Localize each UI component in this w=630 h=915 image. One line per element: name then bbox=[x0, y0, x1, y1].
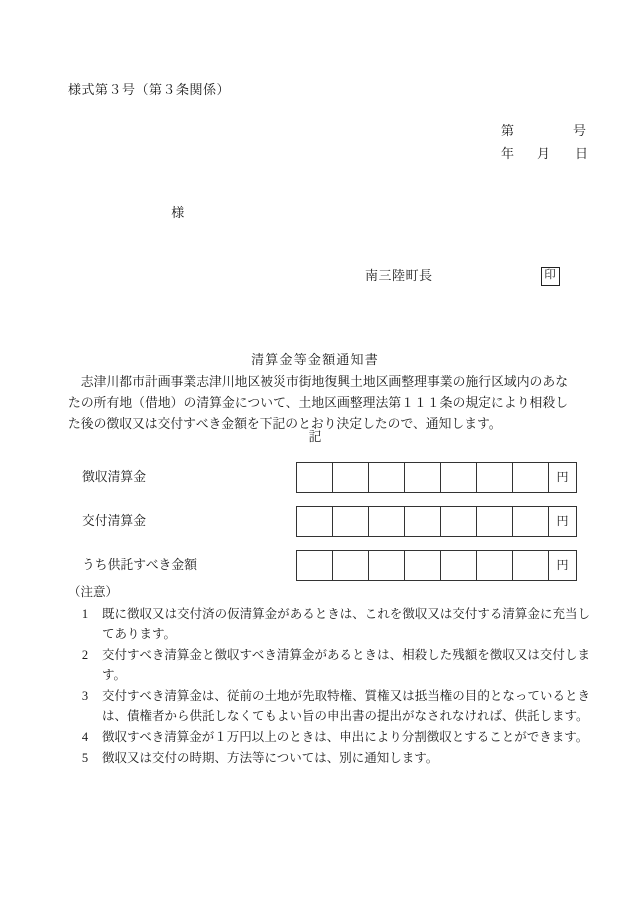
amount-digit-cell[interactable] bbox=[297, 507, 333, 536]
amount-digit-cell[interactable] bbox=[477, 551, 513, 580]
note-text: 交付すべき清算金と徴収すべき清算金があるときは、相殺した残額を徴収又は交付します。 bbox=[102, 648, 590, 683]
note-number: 5 bbox=[81, 751, 89, 766]
table-row bbox=[68, 550, 590, 581]
amount-digit-cell[interactable] bbox=[405, 463, 441, 492]
notes-heading: （注意） bbox=[68, 585, 119, 599]
table-row bbox=[68, 506, 590, 537]
date-day-label: 日 bbox=[574, 145, 588, 161]
note-text: 徴収すべき清算金が１万円以上のときは、申出により分割徴収とすることができます。 bbox=[102, 730, 589, 745]
amount-digit-cell[interactable] bbox=[513, 463, 549, 492]
page-title: 清算金等金額通知書 bbox=[251, 352, 379, 367]
amount-digit-cell[interactable] bbox=[477, 463, 513, 492]
note-number: 1 bbox=[81, 607, 89, 622]
amount-digit-cell[interactable] bbox=[369, 463, 405, 492]
list-item bbox=[68, 604, 590, 644]
amount-digit-cell[interactable] bbox=[513, 507, 549, 536]
amount-grid-deposit-amount bbox=[296, 550, 577, 581]
amount-digit-cell[interactable] bbox=[405, 551, 441, 580]
issuer-line bbox=[365, 266, 560, 286]
list-item bbox=[68, 645, 590, 685]
table-row bbox=[68, 462, 590, 493]
note-number: 3 bbox=[81, 689, 89, 704]
addressee-honorific: 様 bbox=[171, 205, 185, 220]
document-number-label: 第 bbox=[500, 123, 514, 138]
note-text: 徴収又は交付の時期、方法等については、別に通知します。 bbox=[102, 751, 439, 766]
note-text: 既に徴収又は交付済の仮清算金があるときは、これを徴収又は交付する清算金に充当してあります。 bbox=[102, 607, 590, 642]
amount-digit-cell[interactable] bbox=[441, 463, 477, 492]
date-year-label: 年 bbox=[500, 145, 514, 161]
amount-digit-cell[interactable] bbox=[297, 463, 333, 492]
document-number-suffix: 号 bbox=[572, 123, 586, 138]
issuer-name: 南三陸町長 bbox=[365, 268, 433, 283]
amount-digit-cell[interactable] bbox=[369, 551, 405, 580]
row-label-deposit-amount: うち供託すべき金額 bbox=[82, 557, 197, 572]
body-paragraph: 志津川都市計画事業志津川地区被災市街地復興土地区画整理事業の施行区域内のあなたの所有地（借地）の清算金について、土地区画整理法第１１１条の規定により相殺した後の徴収又は交付すべき金額を下記のとおり決定したので、通知します。 bbox=[68, 375, 568, 432]
amount-grid-payment-settlement bbox=[296, 506, 577, 537]
row-label-payment-settlement: 交付清算金 bbox=[82, 513, 146, 528]
document-meta-block bbox=[501, 120, 588, 166]
amount-digit-cell[interactable] bbox=[333, 463, 369, 492]
amount-grid-collection-settlement bbox=[296, 462, 577, 493]
note-text: 交付すべき清算金は、従前の土地が先取特権、質権又は抵当権の目的となっているときは、債権者から供託しなくてもよい旨の申出書の提出がなされなければ、供託します。 bbox=[102, 689, 590, 724]
notes-section bbox=[68, 583, 590, 769]
amount-digit-cell[interactable] bbox=[333, 551, 369, 580]
currency-unit-label: 円 bbox=[556, 514, 569, 529]
currency-unit-label: 円 bbox=[556, 558, 569, 573]
amount-digit-cell[interactable] bbox=[441, 507, 477, 536]
document-number-row bbox=[501, 120, 588, 143]
amount-table bbox=[68, 462, 590, 594]
ki-marker: 記 bbox=[308, 430, 322, 444]
amount-digit-cell[interactable] bbox=[369, 507, 405, 536]
amount-digit-cell[interactable] bbox=[513, 551, 549, 580]
form-number: 様式第３号（第３条関係） bbox=[68, 82, 231, 97]
amount-digit-cell[interactable] bbox=[477, 507, 513, 536]
amount-digit-cell[interactable] bbox=[441, 551, 477, 580]
note-number: 2 bbox=[81, 648, 89, 663]
list-item bbox=[68, 727, 590, 747]
list-item bbox=[68, 686, 590, 726]
note-number: 4 bbox=[81, 730, 89, 745]
addressee-line bbox=[168, 203, 184, 223]
date-month-label: 月 bbox=[536, 145, 550, 161]
document-date-row bbox=[501, 143, 588, 166]
list-item bbox=[68, 748, 590, 768]
currency-unit-label: 円 bbox=[556, 470, 569, 485]
row-label-collection-settlement: 徴収清算金 bbox=[82, 469, 146, 484]
amount-digit-cell[interactable] bbox=[333, 507, 369, 536]
amount-digit-cell[interactable] bbox=[297, 551, 333, 580]
seal-stamp-box: 印 bbox=[541, 267, 560, 286]
amount-digit-cell[interactable] bbox=[405, 507, 441, 536]
